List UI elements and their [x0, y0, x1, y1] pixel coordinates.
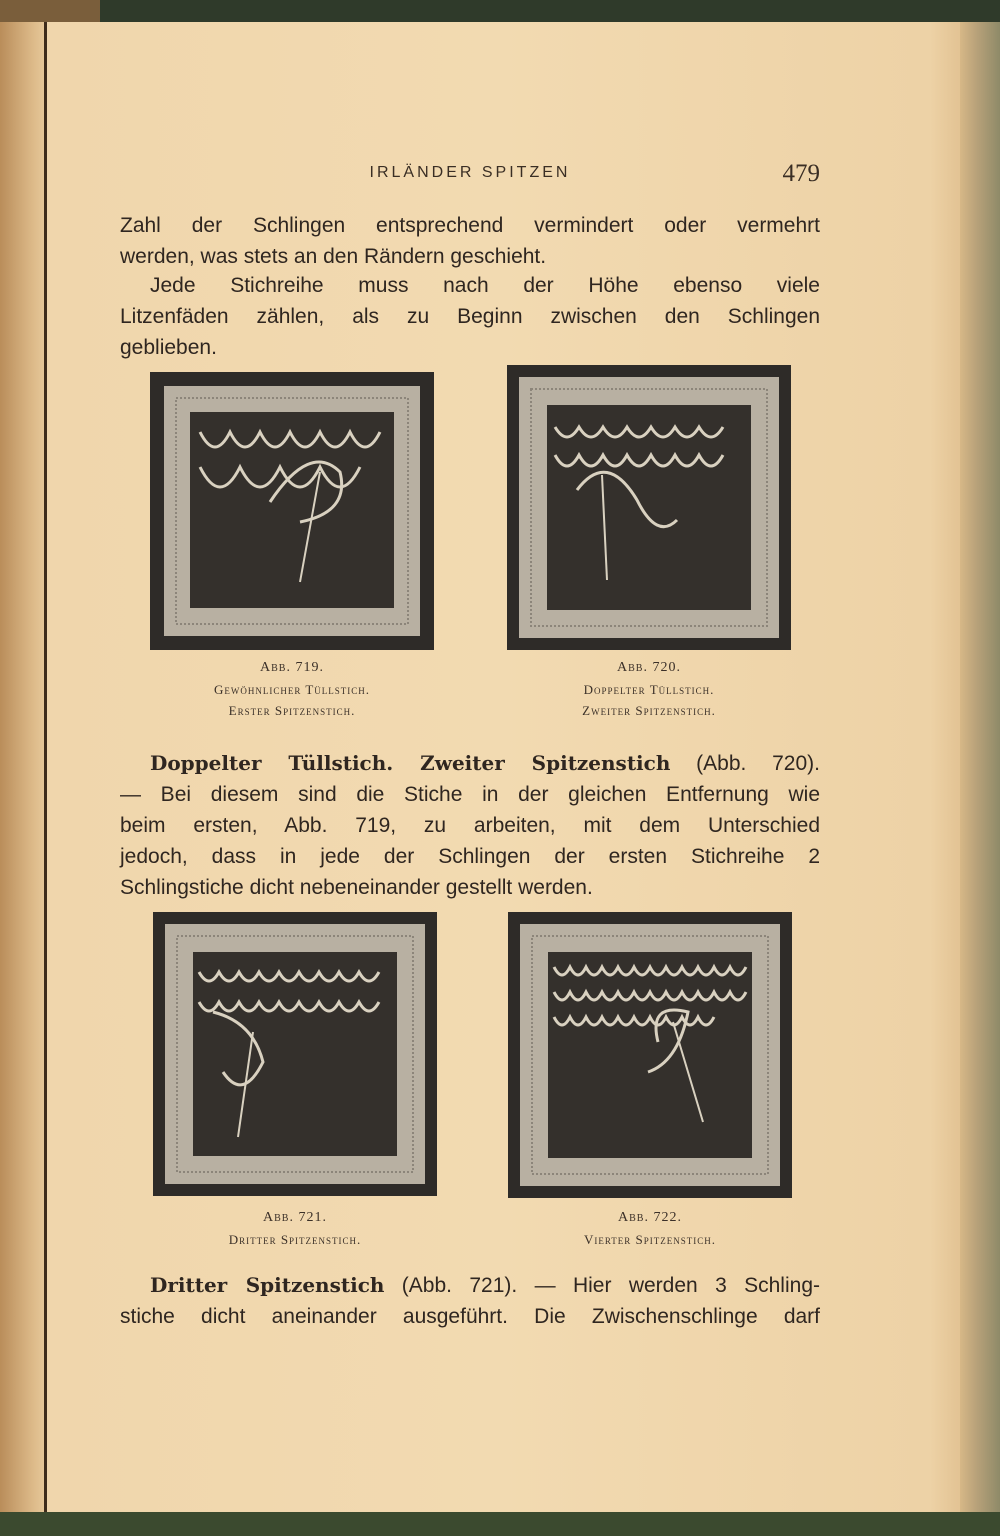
- top-binding-strip: [0, 0, 1000, 22]
- figure-720-image: [507, 365, 791, 650]
- right-page-edge: [960, 0, 1000, 1536]
- caption-719: [150, 660, 434, 724]
- figure-title: Vierter Spitzenstich.: [583, 1232, 717, 1247]
- left-page-edge: [0, 22, 46, 1512]
- paragraph-2: [120, 270, 820, 363]
- text-line: Schlingstiche dicht nebeneinander gestellt werden.: [120, 876, 593, 899]
- text-line: jedoch, dass in jede der Schlingen der ersten Stichreihe 2: [120, 845, 820, 868]
- text-line: werden, was stets an den Rändern geschieht.: [120, 245, 547, 268]
- text-line: — Bei diesem sind die Stiche in der gleichen Entfernung wie: [120, 783, 820, 806]
- figure-number: Abb. 719.: [260, 660, 324, 675]
- gutter-line: [44, 22, 47, 1512]
- spine-fragment: [0, 0, 100, 22]
- text-line: [120, 1270, 820, 1301]
- text-line: [120, 748, 820, 779]
- text-fragment: (Abb. 720).: [696, 752, 820, 775]
- running-head: IRLÄNDER SPITZEN: [369, 164, 571, 181]
- paragraph-1: [120, 210, 820, 272]
- page-header: [120, 160, 820, 200]
- figure-number: Abb. 722.: [618, 1210, 682, 1225]
- bottom-binding-strip: [0, 1512, 1000, 1536]
- figure-title: Gewöhnlicher Tüllstich.: [213, 682, 371, 697]
- text-line: Jede Stichreihe muss nach der Höhe ebenso viele: [150, 274, 820, 297]
- figure-number: Abb. 720.: [617, 660, 681, 675]
- text-line: stiche dicht aneinander ausgeführt. Die Zwischenschlinge darf: [120, 1305, 820, 1328]
- lace-sample-721: [153, 912, 437, 1196]
- caption-721: [153, 1210, 437, 1253]
- lace-sample-720: [507, 365, 791, 650]
- section-title: Dritter Spitzenstich: [150, 1273, 385, 1297]
- section-title: Doppelter Tüllstich. Zweiter Spitzenstich: [150, 751, 671, 775]
- text-line: geblieben.: [120, 336, 217, 359]
- figure-subtitle: Erster Spitzenstich.: [228, 703, 356, 718]
- paragraph-4: [120, 1270, 820, 1332]
- page-number: 479: [782, 160, 820, 187]
- figure-title: Doppelter Tüllstich.: [583, 682, 715, 697]
- figure-number: Abb. 721.: [263, 1210, 327, 1225]
- figure-subtitle: Zweiter Spitzenstich.: [582, 703, 716, 718]
- paragraph-3: [120, 748, 820, 903]
- figure-722-image: [508, 912, 792, 1198]
- text-fragment: (Abb. 721). — Hier werden 3 Schling-: [401, 1274, 820, 1297]
- figure-title: Dritter Spitzenstich.: [228, 1232, 362, 1247]
- lace-sample-719: [150, 372, 434, 650]
- lace-sample-722: [508, 912, 792, 1198]
- caption-722: [508, 1210, 792, 1253]
- figure-719-image: [150, 372, 434, 650]
- text-line: Zahl der Schlingen entsprechend vermindert oder vermehrt: [120, 214, 820, 237]
- caption-720: [507, 660, 791, 724]
- figure-721-image: [153, 912, 437, 1196]
- text-line: Litzenfäden zählen, als zu Beginn zwischen den Schlingen: [120, 305, 820, 328]
- text-line: beim ersten, Abb. 719, zu arbeiten, mit dem Unterschied: [120, 814, 820, 837]
